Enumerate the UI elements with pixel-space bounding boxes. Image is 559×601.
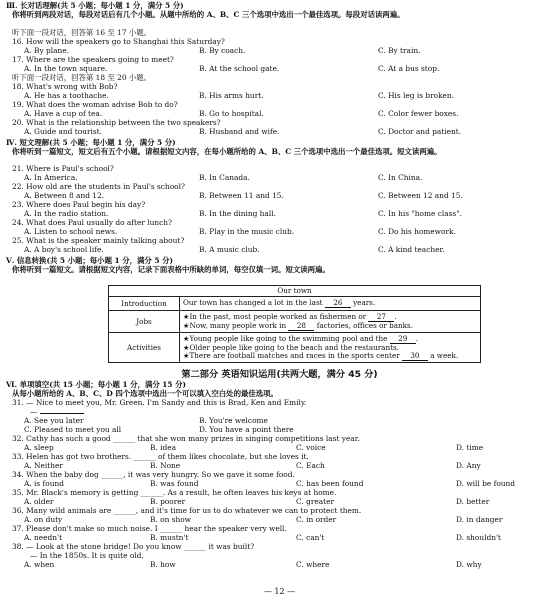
option-a: A. needn't: [24, 533, 63, 542]
question-stem: 36. Many wild animals are ______, and it's time for us to do whatever we can to protect them.: [12, 506, 362, 515]
option-b: B. His arms hurt.: [199, 91, 264, 100]
option-b: B. Husband and wife.: [199, 127, 280, 136]
option-c: C. Pleased to meet you all: [24, 425, 122, 434]
option-a: A. In America.: [24, 173, 78, 182]
option-b: B. poorer: [150, 497, 186, 506]
option-a: A. Have a cup of tea.: [24, 109, 103, 118]
option-c: C. where: [296, 560, 330, 569]
question-stem: 16. How will the speakers go to Shanghai this Saturday?: [12, 37, 225, 46]
answer-blank-27[interactable]: 27: [368, 313, 394, 322]
answer-blank-30[interactable]: 30: [402, 352, 428, 361]
option-c: C. has been found: [296, 479, 364, 488]
option-c: C. A kind teacher.: [378, 245, 445, 254]
section-3-instructions: 你将听到两段对话，每段对话后有几个小题。从题中所给的 A、B、C 三个选项中选出一个最佳选项。每段对话读两遍。: [12, 10, 405, 19]
option-a: A. Listen to school news.: [24, 227, 118, 236]
section-6-instructions: 从每小题所给的 A、B、C、D 四个选项中选出一个可以填入空白处的最佳选项。: [12, 389, 278, 398]
option-b: B. By coach.: [199, 46, 246, 55]
option-b: B. None: [150, 461, 181, 470]
option-b: B. At the school gate.: [199, 64, 280, 73]
page-number: — 12 —: [263, 587, 296, 596]
answer-blank-29[interactable]: 29: [390, 335, 416, 344]
row-label: Activities: [109, 333, 180, 363]
option-a: A. A boy's school life.: [24, 245, 104, 254]
option-a: A. on duty: [24, 515, 63, 524]
section-4-title: Ⅳ. 短文理解(共 5 小题；每小题 1 分，满分 5 分): [6, 138, 176, 147]
section-3-title: Ⅲ. 长对话理解(共 5 小题；每小题 1 分，满分 5 分): [6, 1, 184, 10]
option-c: C. in order: [296, 515, 337, 524]
option-c: C. Do his homework.: [378, 227, 456, 236]
answer-blank-28[interactable]: 28: [288, 322, 314, 331]
row-label: Introduction: [109, 297, 180, 311]
option-c: C. Each: [296, 461, 325, 470]
option-b: B. was found: [150, 479, 199, 488]
question-stem: 22. How old are the students in Paul's school?: [12, 182, 185, 191]
option-a: A. He has a toothache.: [24, 91, 109, 100]
jobs-cell: ★In the past, most people worked as fishermen or 27 . ★Now, many people work in 28 factories, offices or banks.: [180, 311, 481, 333]
part-2-heading: 第二部分 英语知识运用(共两大题，满分 45 分): [181, 369, 378, 380]
option-c: C. greater: [296, 497, 335, 506]
option-d: D. time: [456, 443, 484, 452]
option-c: C. Between 12 and 15.: [378, 191, 463, 200]
option-c: C. By train.: [378, 46, 421, 55]
option-c: C. In his "home class".: [378, 209, 462, 218]
option-c: C. voice: [296, 443, 326, 452]
question-stem: 37. Please don't make so much noise. I ______ hear the speaker very well.: [12, 524, 287, 533]
question-stem: 19. What does the woman advise Bob to do?: [12, 100, 178, 109]
question-stem: 32. Cathy has such a good ______ that she won many prizes in singing competitions last year.: [12, 434, 360, 443]
option-b: B. idea: [150, 443, 177, 452]
option-c: C. His leg is broken.: [378, 91, 455, 100]
section-4-instructions: 你将听到一篇短文，短文后有五个小题。请根据短文内容，在每小题所给的 A、B、C 三个选项中选出一个最佳选项。短文读两遍。: [12, 147, 442, 156]
option-c: C. In China.: [378, 173, 423, 182]
option-b: B. Go to hospital.: [199, 109, 264, 118]
row-label: Jobs: [109, 311, 180, 333]
question-stem: 20. What is the relationship between the two speakers?: [12, 118, 221, 127]
option-d: D. better: [456, 497, 490, 506]
question-stem: 33. Helen has got two brothers. ______ of them likes chocolate, but she loves it.: [12, 452, 309, 461]
option-b: B. mustn't: [150, 533, 189, 542]
option-a: A. is found: [24, 479, 64, 488]
option-b: B. You're welcome: [199, 416, 268, 425]
question-stem: 18. What's wrong with Bob?: [12, 82, 118, 91]
answer-blank-31[interactable]: [40, 413, 84, 414]
table-header: Our town: [109, 286, 481, 297]
answer-blank-26[interactable]: 26: [325, 299, 351, 308]
question-stem: 24. What does Paul usually do after lunch?: [12, 218, 173, 227]
option-b: B. on show: [150, 515, 192, 524]
option-d: D. will be found: [456, 479, 516, 488]
option-d: D. Any: [456, 461, 481, 470]
option-b: B. Play in the music club.: [199, 227, 295, 236]
option-a: A. In the town square.: [24, 64, 108, 73]
question-stem: 23. Where does Paul begin his day?: [12, 200, 146, 209]
option-d: D. in danger: [456, 515, 503, 524]
question-stem: 25. What is the speaker mainly talking about?: [12, 236, 185, 245]
option-b: B. A music club.: [199, 245, 260, 254]
info-table: [108, 285, 481, 363]
question-stem: 21. Where is Paul's school?: [12, 164, 114, 173]
question-stem: 17. Where are the speakers going to meet?: [12, 55, 174, 64]
question-stem: 31. — Nice to meet you, Mr. Green. I'm Sandy and this is Brad, Ken and Emily.: [12, 398, 307, 407]
option-a: A. In the radio station.: [24, 209, 109, 218]
dialogue-2-note: 听下面一段对话，回答第 18 至 20 小题。: [12, 73, 152, 82]
dialogue-1-note: 听下面一段对话，回答第 16 至 17 小题。: [12, 28, 152, 37]
section-5-instructions: 你将听到一篇短文。请根据短文内容，记录下面表格中所缺的单词，每空仅填一词。短文读两遍。: [12, 265, 330, 274]
intro-cell: Our town has changed a lot in the last 26 years.: [180, 297, 481, 311]
question-reply: — In the 1850s. It is quite old.: [30, 551, 144, 560]
option-a: A. By plane.: [24, 46, 69, 55]
option-b: B. In the dining hall.: [199, 209, 276, 218]
option-d: D. why: [456, 560, 482, 569]
option-d: D. You have a point there: [199, 425, 294, 434]
option-d: D. shouldn't: [456, 533, 501, 542]
option-a: A. older: [24, 497, 54, 506]
option-a: A. Neither: [24, 461, 63, 470]
option-a: A. sleep: [24, 443, 54, 452]
question-stem: 35. Mr. Black's memory is getting ______. As a result, he often leaves his keys at home.: [12, 488, 337, 497]
question-stem: 38. — Look at the stone bridge! Do you know ______ it was built?: [12, 542, 255, 551]
section-6-title: Ⅵ. 单项填空(共 15 小题；每小题 1 分，满分 15 分): [6, 380, 187, 389]
section-5-title: Ⅴ. 信息转换(共 5 小题；每小题 1 分，满分 5 分): [6, 256, 173, 265]
option-a: A. See you later: [24, 416, 84, 425]
option-c: C. can't: [296, 533, 325, 542]
option-a: A. Guide and tourist.: [24, 127, 102, 136]
option-a: A. when: [24, 560, 55, 569]
option-b: B. In Canada.: [199, 173, 250, 182]
activities-cell: ★Young people like going to the swimming pool and the 29 . ★Older people like going to the beach and the restaurants. ★There are football matches and races in the sports center 30 a week.: [180, 333, 481, 363]
option-c: C. Color fewer boxes.: [378, 109, 459, 118]
option-c: C. At a bus stop.: [378, 64, 440, 73]
option-c: C. Doctor and patient.: [378, 127, 462, 136]
question-stem: 34. When the baby dog ______, it was very hungry. So we gave it some food.: [12, 470, 295, 479]
reply-dash: —: [30, 408, 84, 416]
option-b: B. Between 11 and 15.: [199, 191, 284, 200]
option-b: B. how: [150, 560, 176, 569]
option-a: A. Between 8 and 12.: [24, 191, 105, 200]
